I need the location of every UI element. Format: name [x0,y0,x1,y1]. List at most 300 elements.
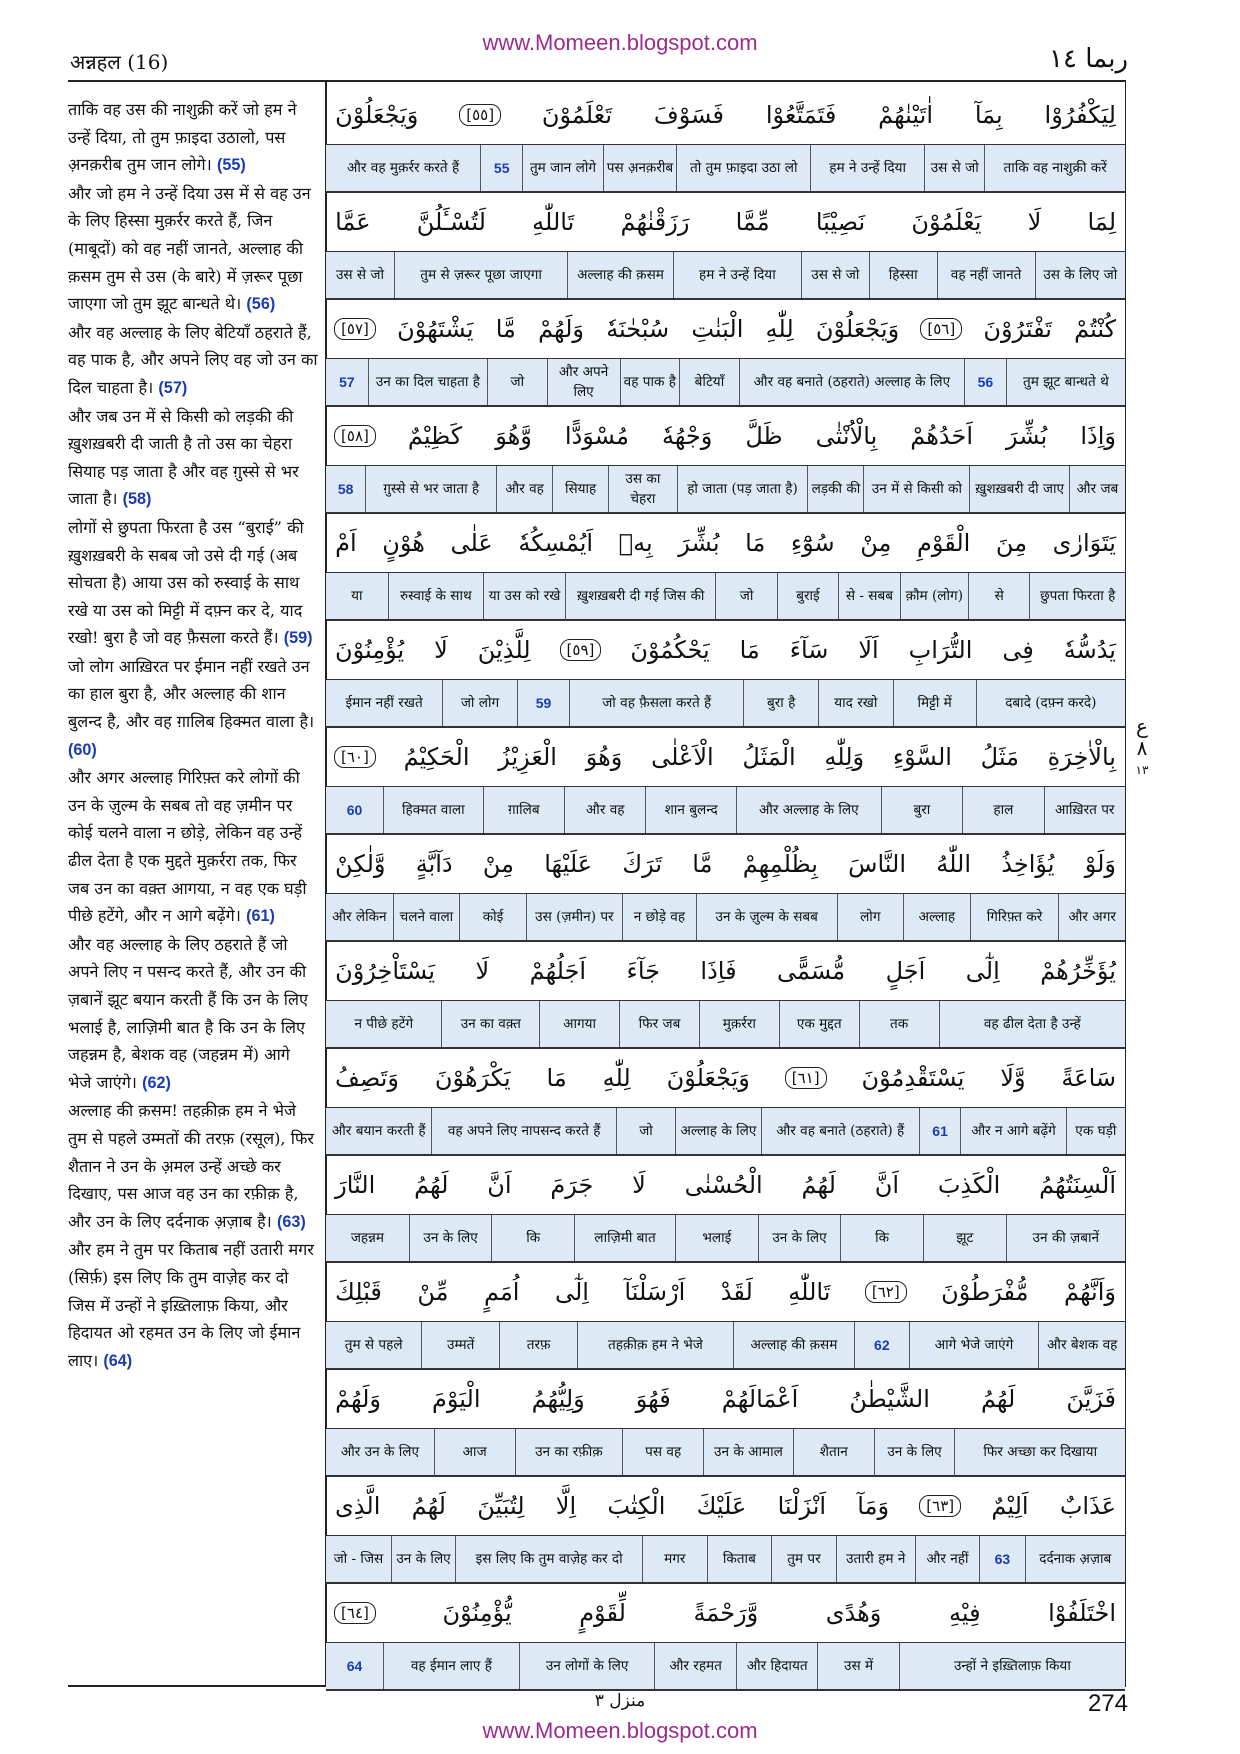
arabic-word: يَسْتَاْخِرُوْنَ [335,956,435,985]
word-meaning-cell: ख़ुशख़बरी दी जाए [969,466,1069,513]
header-rule [68,80,1126,82]
arabic-word: بِالْاٰخِرَةِ [1047,742,1116,771]
translation-text: और जो हम ने उन्हें दिया उस में से वह उन के लिए हिस्सा मुक़र्रर करते हैं, जिन (माबूदों) को वह नहीं जानते, अल्लाह की क़सम तुम से उस (के बारे) में ज़रूर पूछा जाएगा जो तुम झूट बान्धते थे। [68,183,311,314]
arabic-word: فَزَيَّنَ [1066,1384,1116,1413]
surah-title: अन्नहल (16) [70,50,169,74]
word-meaning-cell: जो [616,1108,675,1155]
word-meaning-cell: दर्दनाक अ़ज़ाब [1025,1536,1126,1583]
arabic-word: لِمَا [1087,207,1116,236]
ruku-glyph: ١٣ [1135,763,1149,777]
arabic-word: عَذَابٌ [1059,1491,1116,1520]
word-meaning-cell: उन का वक़्त [441,1001,539,1048]
translation-text: और हम ने तुम पर किताब नहीं उतारी मगर (सिर्फ़) इस लिए कि तुम वाज़ेह कर दो जिस में उन्हों ने इख़्तिलाफ़ किया, और हिदायत ओ रहमत उन के लिए जो ईमान लाए। [68,1240,314,1370]
arabic-word: جَآءَ [626,956,660,985]
cell-verse-number: 56 [964,359,1006,406]
translation-text: अल्लाह की क़सम! तहक़ीक़ हम ने भेजे तुम से पहले उम्मतों की तरफ़ (रसूल), फिर शैतान ने उन के अ़मल उन्हें अच्छे कर दिखाए, पस आज वह उन का रफ़ीक़ है, और उन के लिए दर्दनाक अ़ज़ाब है। [68,1101,315,1231]
arabic-word: يَشْتَهُوْنَ [397,314,474,343]
arabic-word: سُبْحٰنَهٗ [606,314,670,343]
translation-line [326,894,1125,943]
arabic-word: لَهُمُ [414,1170,449,1199]
grid-right-border [1125,82,1126,1686]
translation-text: और वह अल्लाह के लिए ठहराते हैं जो अपने लिए न पसन्द करते हैं, और उन की ज़बानें झूट बयान करती हैं कि उन के लिए भलाई है, लाज़िमी बात है कि उन के लिए जहन्नम है, बेशक वह (जहन्नम में) आगे भेजे जाएंगे। [68,934,308,1092]
arabic-word: وَلَهُمْ [335,1384,382,1413]
arabic-word: مِّنْ [417,1277,449,1306]
arabic-word: الْكَذِبَ [937,1170,1001,1199]
arabic-word: تَعْلَمُوْنَ [541,100,612,129]
word-meaning-cell: एक मुद्दत [779,1001,859,1048]
arabic-word: يُّؤْمِنُوْنَ [442,1598,512,1627]
arabic-word: وَيَجْعَلُوْنَ [815,314,900,343]
ayah-marker: [٥٥] [459,104,501,126]
word-meaning-cell: उतारी हम ने [836,1536,915,1583]
word-meaning-cell: उन के लिए [391,1536,456,1583]
word-meaning-cell: तुम पर [771,1536,836,1583]
cell-verse-number: 57 [339,373,355,390]
arabic-word: مَا [739,635,760,664]
arabic-word: مَثَلُ [980,742,1019,771]
arabic-line [326,1156,1125,1215]
word-meaning-cell: हाल [962,787,1043,834]
word-meaning-cell: उस में [817,1643,898,1690]
word-meaning-cell: और अगर [1058,894,1125,941]
arabic-word: رَزَقْنٰهُمْ [620,207,690,236]
translation-text: और वह अल्लाह के लिए बेटियाँ ठहराते हैं, वह पाक है, और अपने लिए वह जो उन का दिल चाहता है। [68,322,318,397]
arabic-word: بِهٖ [618,528,653,557]
translation-text: और जब उन में से किसी को लड़की की ख़ुशख़बरी दी जाती है तो उस का चेहरा सियाह पड़ जाता है और वह ग़ुस्से से भर जाता है। [68,406,299,509]
verse-number: (64) [103,1351,133,1370]
word-meaning-cell: आगे भेजे जाएंगे [909,1322,1039,1369]
translation-column [68,96,318,1375]
word-meaning-cell: उन में से किसी को [863,466,969,513]
arabic-word: وَاِذَا [1080,421,1116,450]
word-meaning-cell: चलने वाला [393,894,460,941]
word-meaning-cell: उन के लिए [874,1429,955,1476]
arabic-word: سُوْٓءِ [790,528,835,557]
arabic-word: السَّوْءِ [892,742,952,771]
ayah-marker: [٦٤] [334,1602,376,1624]
translation-paragraph [68,96,318,180]
arabic-word: اِلٰٓى [554,1277,589,1306]
arabic-line [326,1049,1125,1108]
word-meaning-cell: एक घड़ी [1066,1108,1125,1155]
word-meaning-cell: दबादे (दफ़्न करदे) [976,680,1125,727]
arabic-word: وَهُدًى [825,1598,882,1627]
word-meaning-cell: तुम झूट बान्धते थे [1006,359,1125,406]
word-meaning-cell: रुस्वाई के साथ [388,573,484,620]
arabic-word: فَتَمَتَّعُوْا [765,100,837,129]
translation-text: और अगर अल्लाह गिरिफ़्त करे लोगों की उन के ज़ुल्म के सबब तो वह ज़मीन पर कोई चलने वाला न छोड़े, लेकिन वह उन्हें ढील देता है एक मुद्दते मुक़र्ररा तक, फिर जब उन का वक़्त आगया, न वह एक घड़ी पीछे हटेंगे, और न आगे बढ़ेंगे। [68,768,307,926]
word-meaning-cell: वह ढील देता है उन्हें [939,1001,1125,1048]
arabic-word: مُّسَمًّى [777,956,846,985]
word-meaning-cell: बुराई [777,573,838,620]
word-meaning-cell: क़ौम (लोग) [900,573,968,620]
word-meaning-cell: उन्हों ने इख़्तिलाफ़ किया [899,1643,1125,1690]
arabic-line [326,407,1125,466]
word-meaning-cell: उन की ज़बानें [1006,1215,1125,1262]
arabic-word: الْكِتٰبَ [607,1491,666,1520]
word-meaning-cell: हिक्मत वाला [383,787,483,834]
arabic-word: مَا [546,1063,567,1092]
word-meaning-cell: और हिदायत [736,1643,817,1690]
word-meaning-cell: उन के लिए [409,1215,492,1262]
arabic-word: لَهُمُ [980,1384,1016,1413]
arabic-word: الْحُسْنٰى [684,1170,763,1199]
arabic-line [326,728,1125,787]
arabic-word: اخْتَلَفُوْا [1048,1598,1116,1627]
word-meaning-cell: उस का चेहरा [608,466,677,513]
word-meaning-cell: गिरिफ़्त करे [970,894,1059,941]
arabic-line [326,1477,1125,1536]
arabic-line [326,1584,1125,1643]
cell-verse-number: 59 [517,680,569,727]
word-meaning-cell: उस से जो [924,145,984,192]
ayah-marker: [٥٦] [920,318,962,340]
ruku-glyph: ع [1136,714,1148,738]
arabic-word: الْعَزِيْزُ [498,742,557,771]
arabic-word: يَتَوَارٰى [1052,528,1116,557]
arabic-word: التُّرَابِ [908,635,973,664]
arabic-word: النَّارَ [335,1170,376,1199]
translation-text: लोगों से छुपता फिरता है उस “बुराई” की ख़ुशख़बरी के सबब जो उसे दी गई (अब सोचता है) आया उस को रुस्वाई के साथ रखे या उस को मिट्टी में दफ़्न कर दे, याद रखो! बुरा है जो वह फ़ैसला करते हैं। [68,517,304,648]
word-meaning-cell: अल्लाह की क़सम [733,1322,854,1369]
translation-line [326,252,1125,301]
word-meaning-cell: वह पाक है [620,359,680,406]
word-meaning-cell: तुम जान लोगे [522,145,602,192]
word-meaning-cell: वह नहीं जानते [937,252,1035,299]
arabic-word: مُّفْرَطُوْنَ [941,1277,1029,1306]
arabic-line [326,86,1125,145]
word-meaning-cell: तुम से ज़रूर पूछा जाएगा [394,252,567,299]
cell-verse-number: 63 [979,1536,1024,1583]
arabic-word: مِنْ [482,849,514,878]
translation-paragraph [68,931,318,1098]
word-meaning-cell: उस (ज़मीन) पर [526,894,622,941]
word-meaning-cell: और नहीं [915,1536,980,1583]
verse-number: (57) [158,378,188,397]
verse-number: (56) [246,295,276,314]
arabic-line [326,193,1125,252]
arabic-word: نَصِيْبًا [815,207,866,236]
arabic-word: لَقَدْ [720,1277,753,1306]
word-meaning-cell: तक [859,1001,939,1048]
arabic-word: دَآبَّةٍ [415,849,453,878]
arabic-word: تَاللّٰهِ [532,207,575,236]
ayah-marker: [٥٧] [334,318,376,340]
word-meaning-cell: अल्लाह की क़सम [567,252,673,299]
arabic-word: الْمَثَلُ [742,742,796,771]
arabic-word: اُمَمٍ [483,1277,520,1306]
arabic-word: عَلَيْكَ [696,1491,747,1520]
translation-paragraph [68,1097,318,1236]
arabic-word: فِيْهِ [948,1598,981,1627]
arabic-word: سَاعَةً [1061,1063,1116,1092]
word-meaning-cell: उस के लिए जो [1035,252,1125,299]
page-number: 274 [1087,1690,1128,1717]
arabic-word: الْاَعْلٰى [651,742,714,771]
word-meaning-cell: वह ईमान लाए हैं [383,1643,519,1690]
arabic-word: يُؤْمِنُوْنَ [335,635,405,664]
ruku-mark [1130,715,1154,781]
word-meaning-cell: तुम से पहले [344,1336,403,1353]
arabic-word: قَبْلِكَ [335,1277,382,1306]
word-meaning-cell: छुपता फिरता है [1029,573,1125,620]
word-meaning-cell: ईमान नहीं रखते [345,694,423,711]
word-meaning-cell: और लेकिन [332,908,387,925]
word-meaning-cell: और रहमत [654,1643,735,1690]
top-url[interactable]: www.Momeen.blogspot.com [482,30,758,55]
word-meaning-cell: उन लोगों के लिए [519,1643,655,1690]
arabic-word: وَلَوْ [1084,849,1116,878]
word-meaning-cell: जहन्नम [350,1229,385,1246]
verse-number: (60) [68,740,97,759]
translation-line [326,1322,1125,1371]
arabic-line [326,300,1125,359]
translation-line [326,1108,1125,1157]
arabic-word: لَهُمُ [411,1491,446,1520]
word-meaning-cell: हम ने उन्हें दिया [810,145,924,192]
arabic-word: لَهُمُ [801,1170,836,1199]
arabic-word: مَا [745,528,766,557]
arabic-word: لَا [1027,207,1042,236]
arabic-word: لَا [475,956,490,985]
word-meaning-cell: जो [487,359,547,406]
arabic-word: وَمَآ [857,1491,890,1520]
ayah-marker: [٥٨] [334,425,376,447]
word-meaning-cell: हो जाता (पड़ जाता है) [677,466,808,513]
arabic-word: يَسْتَقْدِمُوْنَ [861,1063,965,1092]
word-meaning-cell: फिर अच्छा कर दिखाया [954,1429,1125,1476]
translation-line [326,680,1125,729]
word-meaning-cell: या उस को रखे [483,573,565,620]
translation-line [326,1215,1125,1264]
translation-line [326,1536,1125,1585]
arabic-word: فَهُوَ [635,1384,671,1413]
arabic-word: لِتُبَيِّنَ [477,1491,525,1520]
verse-number: (62) [142,1073,171,1092]
word-meaning-cell: अल्लाह के लिए [675,1108,761,1155]
arabic-word: الْقَوْمِ [916,528,971,557]
arabic-word: اَرْسَلْنَآ [624,1277,686,1306]
word-meaning-cell: उस से जो [801,252,869,299]
word-meaning-cell: न पीछे हटेंगे [354,1015,414,1032]
word-meaning-cell: मुक़र्ररा [699,1001,779,1048]
arabic-line [326,835,1125,894]
arabic-word: مِنَ [995,528,1028,557]
arabic-word: مِّمَّا [735,207,770,236]
translation-text: ताकि वह उस की नाशुक्री करें जो हम ने उन्हें दिया, तो तुम फ़ाइदा उठालो, पस अ़नक़रीब तुम जान लोगे। [68,100,297,175]
word-meaning-cell: याद रखो [818,680,893,727]
arabic-word: كَظِيْمٌ [407,421,463,450]
word-meaning-cell: न छोड़े वह [622,894,696,941]
arabic-word: وَتَصِفُ [335,1063,399,1092]
cell-verse-number: 58 [337,480,354,497]
word-meaning-cell: और अपने लिए [547,359,620,406]
arabic-word: النَّاسَ [848,849,906,878]
translation-line [326,1001,1125,1050]
word-meaning-cell: से - सबब [838,573,899,620]
arabic-word: عَمَّا [335,207,371,236]
arabic-word: لِلَّذِيْنَ [477,635,531,664]
word-meaning-cell: उम्मतें [421,1322,499,1369]
arabic-word: الْبَنٰتِ [691,314,744,343]
arabic-word: اَلِيْمٌ [991,1491,1029,1520]
word-meaning-cell: उन के लिए [758,1215,841,1262]
arabic-word: بِمَآ [974,100,1003,129]
arabic-word: يَكْرَهُوْنَ [434,1063,511,1092]
word-meaning-cell: मगर [642,1536,707,1583]
word-meaning-cell: उन के ज़ुल्म के सबब [696,894,837,941]
cell-verse-number: 61 [919,1108,960,1155]
word-meaning-cell: पस अ़नक़रीब [603,145,677,192]
word-meaning-cell: और जब [1069,466,1125,513]
arabic-word: لَتُسْـَٔلُنَّ [416,207,486,236]
arabic-word: اَنْزَلْنَا [777,1491,827,1520]
word-meaning-cell: बुरा है [743,680,818,727]
cell-verse-number: 60 [346,801,363,818]
translation-paragraph [68,319,318,403]
arabic-word: وَلِيُّهُمُ [531,1384,585,1413]
ruku-glyph: ٨ [1136,736,1148,760]
arabic-word: اَنَّ [487,1170,512,1199]
translation-paragraph [68,1236,318,1375]
word-meaning-cell: उन का रफ़ीक़ [515,1429,623,1476]
word-meaning-cell: या [351,587,363,604]
translation-paragraph [68,180,318,319]
word-meaning-cell: से [968,573,1029,620]
word-meaning-cell: और वह मुक़र्रर करते हैं [347,159,460,176]
word-meaning-cell: और न आगे बढ़ेंगे [960,1108,1065,1155]
arabic-word: هُوْنٍ [382,528,425,557]
arabic-word: اَعْمَالَهُمْ [721,1384,799,1413]
arabic-word: الْيَوْمَ [432,1384,481,1413]
arabic-word: وَهُوَ [585,742,623,771]
arabic-line [326,1370,1125,1429]
arabic-word: لِلّٰهِ [602,1063,631,1092]
word-meaning-cell: कि [491,1215,574,1262]
arabic-word: وَلِلّٰهِ [824,742,865,771]
arabic-word: مِنْ [860,528,892,557]
arabic-word: تَفْتَرُوْنَ [983,314,1052,343]
word-meaning-cell: और उन के लिए [340,1443,419,1460]
arabic-word: الشَّيْطٰنُ [849,1384,930,1413]
word-meaning-cell: लड़की की [807,466,863,513]
arabic-word: اَجَلٍ [885,956,926,985]
arabic-word: تَرَكَ [622,849,663,878]
word-meaning-cell: जो लोग [442,680,517,727]
word-meaning-cell: लाज़िमी बात [574,1215,675,1262]
word-meaning-cell: आगया [539,1001,619,1048]
translation-line [326,1429,1125,1478]
arabic-word: اَمْ [335,528,357,557]
word-meaning-cell: और वह [496,466,552,513]
arabic-word: اِلٰٓى [965,956,1000,985]
arabic-word: لِلّٰهِ [765,314,794,343]
arabic-line [326,514,1125,573]
word-meaning-cell: उन के आमाल [703,1429,793,1476]
word-meaning-cell: और अल्लाह के लिए [736,787,881,834]
arabic-word: لِّقَوْمٍ [579,1598,626,1627]
word-meaning-cell: उस से जो [335,266,385,283]
word-meaning-cell: और बेशक वह [1038,1322,1125,1369]
arabic-word: اَلْسِنَتُهُمُ [1039,1170,1116,1199]
arabic-word: وَّرَحْمَةً [693,1598,759,1627]
translation-line [326,1643,1125,1692]
translation-paragraph [68,514,318,653]
translation-line [326,145,1125,194]
word-meaning-cell: मिट्टी में [893,680,976,727]
arabic-word: كُنْتُمْ [1074,314,1116,343]
word-meaning-cell: बेटियाँ [679,359,739,406]
translation-text: जो लोग आख़िरत पर ईमान नहीं रखते उन का हाल बुरा है, और अल्लाह की शान बुलन्द है, और वह ग़ालिब हिक्मत वाला है। [68,656,315,732]
word-meaning-cell: झूट [923,1215,1006,1262]
ayah-marker: [٦٣] [919,1495,961,1517]
bottom-url[interactable]: www.Momeen.blogspot.com [482,1718,758,1743]
word-meaning-cell: तो तुम फ़ाइदा उठा लो [676,145,810,192]
arabic-word: الْحَكِيْمُ [403,742,470,771]
arabic-word: اَلَا [858,635,879,664]
word-meaning-cell: बुरा [881,787,962,834]
juz-title: ربما ١٤ [1049,44,1128,74]
word-meaning-cell: जो वह फ़ैसला करते हैं [569,680,743,727]
arabic-word: اللّٰهُ [936,849,972,878]
arabic-word: بِالْاُنْثٰى [815,421,878,450]
arabic-word: مَّا [495,314,516,343]
word-meaning-cell: तहक़ीक़ हम ने भेजे [577,1322,733,1369]
word-meaning-cell: वह अपने लिए नापसन्द करते हैं [431,1108,615,1155]
arabic-word: وَاَنَّهُمْ [1064,1277,1116,1306]
cell-verse-number: 64 [346,1657,363,1674]
arabic-word: جَرَمَ [550,1170,594,1199]
arabic-word: وَّهُوَ [495,421,532,450]
arabic-line [326,621,1125,680]
word-meaning-cell: तरफ़ [499,1322,577,1369]
arabic-word: لِيَكْفُرُوْا [1044,100,1116,129]
arabic-word: يُؤَخِّرُهُمْ [1040,956,1116,985]
word-meaning-cell: उन का दिल चाहता है [368,359,487,406]
word-meaning-cell: ग़ुस्से से भर जाता है [365,466,496,513]
arabic-word: بُشِّرَ [1006,421,1048,450]
word-meaning-cell: ख़ुशख़बरी दी गई जिस की [565,573,715,620]
verse-number: (55) [216,156,246,175]
translation-line [326,787,1125,836]
arabic-word: بِظُلْمِهِمْ [742,849,818,878]
arabic-word: وَيَجْعَلُوْنَ [335,100,419,129]
arabic-word: يُؤَاخِذُ [1001,849,1055,878]
arabic-word: يَعْلَمُوْنَ [911,207,982,236]
cell-verse-number: 62 [854,1322,909,1369]
translation-paragraph [68,403,318,514]
word-meaning-cell: पस वह [622,1429,703,1476]
word-meaning-cell: भलाई [675,1215,758,1262]
word-meaning-cell: और बयान करती हैं [331,1122,426,1139]
word-meaning-cell: आज [434,1429,515,1476]
arabic-word: اَحَدُهُمْ [910,421,973,450]
arabic-word: مُسْوَدًّا [564,421,629,450]
arabic-word: لَا [434,635,448,664]
translation-paragraph [68,764,318,931]
cell-verse-number: 55 [480,145,522,192]
arabic-word: عَلَيْهَا [544,849,593,878]
word-meaning-cell: ग़ालिब [483,787,564,834]
arabic-word: وَّلَا [1000,1063,1026,1092]
arabic-word: بُشِّرَ [678,528,720,557]
arabic-word: ظَلَّ [745,421,783,450]
arabic-word: يَحْكُمُوْنَ [630,635,710,664]
word-meaning-cell: शैतान [793,1429,874,1476]
arabic-word: سَآءَ [789,635,829,664]
word-meaning-cell: हम ने उन्हें दिया [673,252,801,299]
verse-number: (61) [246,907,275,926]
